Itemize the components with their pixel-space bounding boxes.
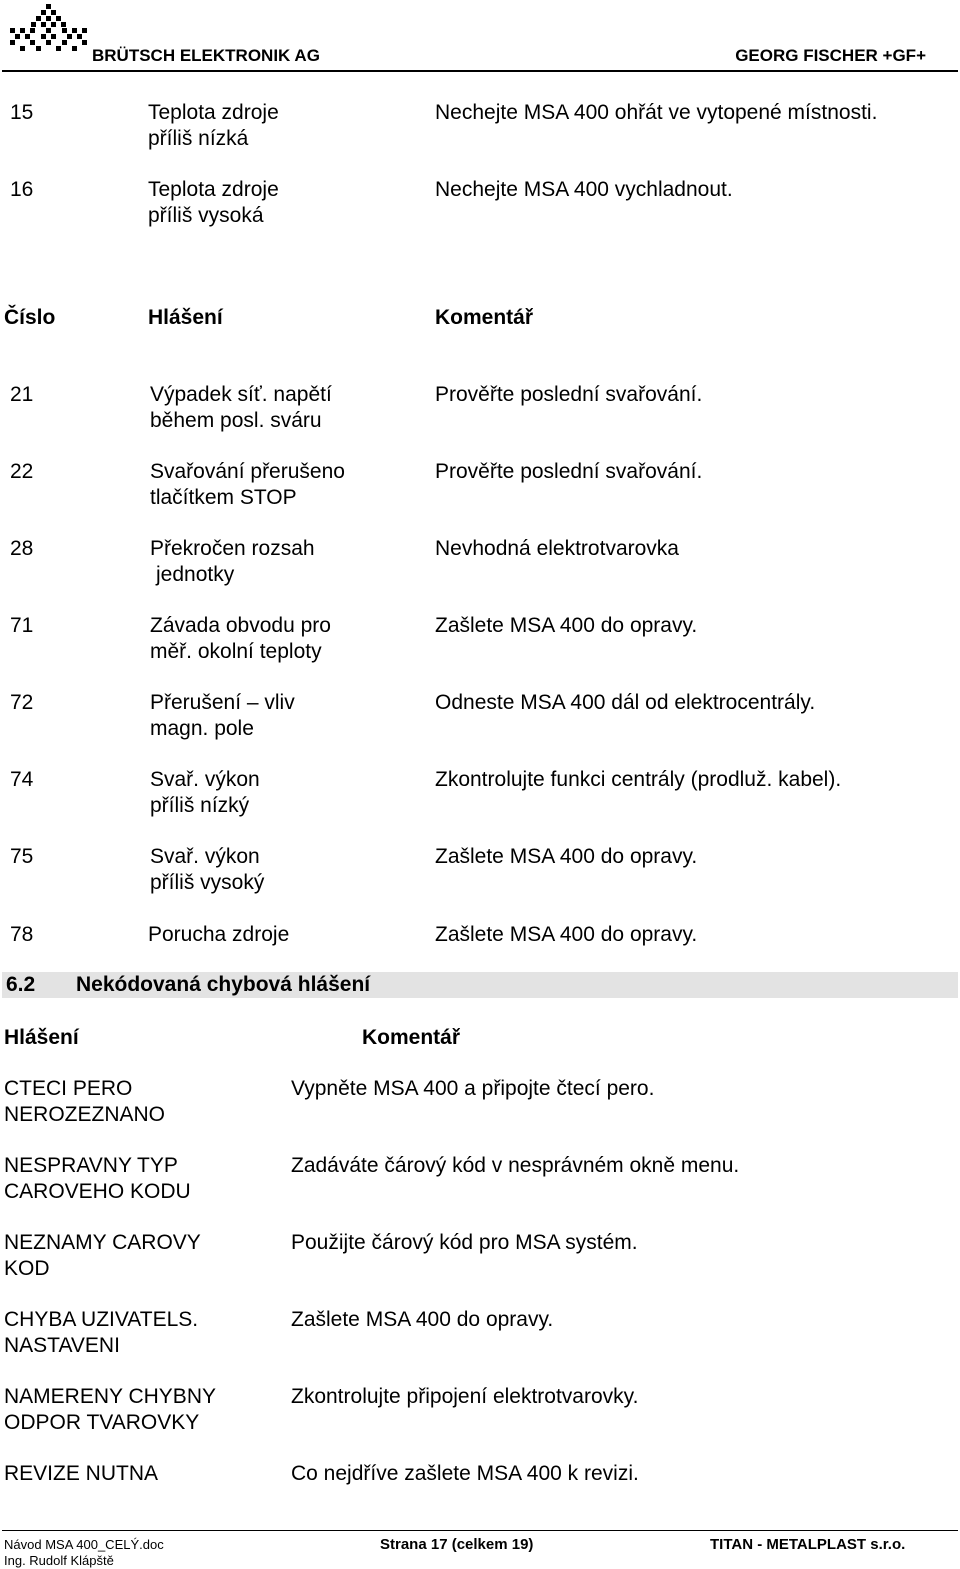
error-message-line1: Překročen rozsah — [150, 537, 315, 560]
error-comment: Zašlete MSA 400 do opravy. — [435, 845, 698, 868]
column-header-message: Hlášení — [4, 1026, 79, 1049]
error-message-line2: magn. pole — [150, 717, 254, 740]
error-code: 21 — [10, 383, 34, 406]
error-message-line2: měř. okolní teploty — [150, 640, 322, 663]
error-message-line1: Závada obvodu pro — [150, 614, 331, 637]
error-comment: Nechejte MSA 400 vychladnout. — [435, 178, 733, 201]
uncoded-message-line1: NESPRAVNY TYP — [4, 1154, 178, 1177]
uncoded-message-line1: CTECI PERO — [4, 1077, 133, 1100]
error-code: 78 — [10, 923, 34, 946]
error-message-line2: příliš vysoká — [148, 204, 264, 227]
error-message-line2: jednotky — [156, 563, 235, 586]
error-comment: Zašlete MSA 400 do opravy. — [435, 614, 698, 637]
error-comment: Prověřte poslední svařování. — [435, 383, 703, 406]
header-company-right: GEORG FISCHER +GF+ — [735, 46, 926, 65]
column-header-code: Číslo — [4, 306, 56, 329]
error-code: 22 — [10, 460, 34, 483]
error-message-line1: Přerušení – vliv — [150, 691, 295, 714]
error-code: 28 — [10, 537, 34, 560]
error-message-line1: Teplota zdroje — [148, 178, 279, 201]
error-code: 74 — [10, 768, 34, 791]
footer-company: TITAN - METALPLAST s.r.o. — [710, 1536, 906, 1553]
footer-author: Ing. Rudolf Klápště — [4, 1553, 114, 1568]
header-divider — [2, 70, 958, 72]
error-comment: Nevhodná elektrotvarovka — [435, 537, 679, 560]
error-message-line2: příliš nízká — [148, 127, 249, 150]
uncoded-message-line1: REVIZE NUTNA — [4, 1462, 159, 1485]
error-message-line1: Svařování přerušeno — [150, 460, 345, 483]
error-message-line2: během posl. sváru — [150, 409, 322, 432]
error-comment: Prověřte poslední svařování. — [435, 460, 703, 483]
error-message-line1: Svař. výkon — [150, 845, 260, 868]
uncoded-message-line1: CHYBA UZIVATELS. — [4, 1308, 199, 1331]
header-company-left: BRÜTSCH ELEKTRONIK AG — [92, 46, 320, 65]
uncoded-comment: Zkontrolujte připojení elektrotvarovky. — [291, 1385, 639, 1408]
uncoded-message-line2: NASTAVENI — [4, 1334, 120, 1357]
company-logo-icon — [6, 4, 90, 54]
section-title: Nekódovaná chybová hlášení — [76, 973, 371, 996]
error-message-line2: příliš nízký — [150, 794, 250, 817]
error-message-line2: příliš vysoký — [150, 871, 265, 894]
uncoded-message-line1: NAMERENY CHYBNY — [4, 1385, 216, 1408]
uncoded-message-line2: CAROVEHO KODU — [4, 1180, 191, 1203]
error-code: 71 — [10, 614, 34, 637]
uncoded-message-line1: NEZNAMY CAROVY — [4, 1231, 201, 1254]
error-message-line1: Porucha zdroje — [148, 923, 290, 946]
error-code: 16 — [10, 178, 34, 201]
uncoded-message-line2: NEROZEZNANO — [4, 1103, 166, 1126]
footer-document-name: Návod MSA 400_CELÝ.doc — [4, 1537, 164, 1552]
error-message-line2: tlačítkem STOP — [150, 486, 297, 509]
error-comment: Nechejte MSA 400 ohřát ve vytopené místnosti. — [435, 101, 878, 124]
column-header-comment: Komentář — [362, 1026, 461, 1049]
column-header-comment: Komentář — [435, 306, 534, 329]
uncoded-message-line2: ODPOR TVAROVKY — [4, 1411, 200, 1434]
uncoded-comment: Zašlete MSA 400 do opravy. — [291, 1308, 554, 1331]
uncoded-message-line2: KOD — [4, 1257, 50, 1280]
error-message-line1: Výpadek síť. napětí — [150, 383, 332, 406]
uncoded-comment: Vypněte MSA 400 a připojte čtecí pero. — [291, 1077, 655, 1100]
footer-divider — [2, 1530, 958, 1531]
error-message-line1: Svař. výkon — [150, 768, 260, 791]
error-code: 72 — [10, 691, 34, 714]
uncoded-comment: Použijte čárový kód pro MSA systém. — [291, 1231, 638, 1254]
uncoded-comment: Co nejdříve zašlete MSA 400 k revizi. — [291, 1462, 639, 1485]
error-code: 15 — [10, 101, 34, 124]
error-comment: Odneste MSA 400 dál od elektrocentrály. — [435, 691, 816, 714]
footer-page-number: Strana 17 (celkem 19) — [380, 1536, 534, 1553]
error-comment: Zašlete MSA 400 do opravy. — [435, 923, 698, 946]
error-message-line1: Teplota zdroje — [148, 101, 279, 124]
error-comment: Zkontrolujte funkci centrály (prodluž. kabel). — [435, 768, 842, 791]
error-code: 75 — [10, 845, 34, 868]
section-number: 6.2 — [6, 973, 36, 996]
uncoded-comment: Zadáváte čárový kód v nesprávném okně menu. — [291, 1154, 740, 1177]
column-header-message: Hlášení — [148, 306, 223, 329]
